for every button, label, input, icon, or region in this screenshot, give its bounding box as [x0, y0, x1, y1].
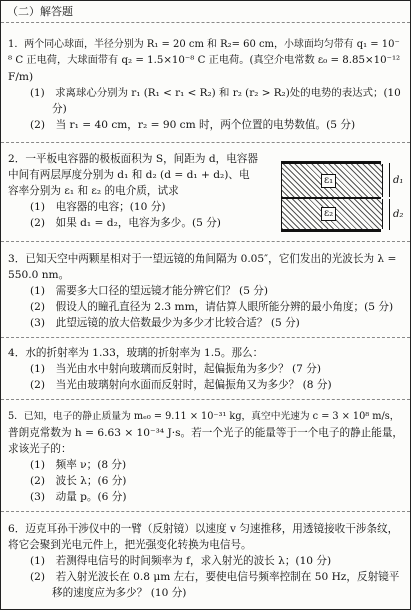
q1-line: ⁸ C 正电荷，大球面带有 q₂ = 1.5×10⁻⁸ C 正电荷。(真空介电常数 ε₀ = 8.85×10⁻¹²: [8, 55, 401, 66]
question-6: [8, 521, 404, 601]
q4-line: 4．水的折射率为 1.33，玻璃的折射率为 1.5。那么：: [8, 347, 264, 359]
q1-sub-1-cont: 分): [52, 103, 67, 115]
q5-sub-1: (1) 频率 ν；(8 分): [30, 459, 127, 471]
q4-sub-1: (1) 当光由水中射向玻璃而反射时，起偏振角为多少？ (7 分): [30, 363, 321, 375]
epsilon-2-label: ε₂: [321, 207, 336, 221]
q1-sub-1: (1) 求离球心分别为 r₁ (R₁ < r₁ < R₂) 和 r₂ (r₂ > R₂)处的电势的表达式；(10: [30, 87, 401, 99]
d1-label: d₁: [393, 175, 404, 186]
question-2: [8, 151, 278, 231]
question-5: [8, 409, 404, 505]
question-divider: [1, 511, 410, 512]
d2-dimension-line: [389, 199, 390, 230]
question-divider: [1, 241, 410, 242]
q5-sub-2: (2) 波长 λ；(6 分): [30, 475, 127, 487]
q6-line: 将它会聚到光电元件上，把光强变化转换为电信号。: [8, 539, 252, 551]
q3-line: 3．已知天空中两颗星相对于一望远镜的角间隔为 0.05″，它们发出的光波长为 λ =: [8, 253, 397, 265]
question-4: [8, 345, 404, 393]
q3-sub-2: (2) 假设人的瞳孔直径为 2.3 mm，请估算人眼所能分辨的最小角度；(5 分): [30, 301, 394, 313]
q2-line: 2．一平板电容器的极板面积为 S，间距为 d，电容器: [8, 153, 258, 165]
question-divider: [1, 399, 410, 400]
q1-line: F/m): [8, 71, 34, 83]
q3-sub-1: (1) 需要多大口径的望远镜才能分辨它们？ (5 分): [30, 285, 269, 297]
q5-line: 求该光子的：: [8, 443, 72, 455]
q1-line: 1．两个同心球面，半径分别为 R₁ = 20 cm 和 R₂= 60 cm，小球面均匀带有 q₁ = 10⁻: [8, 39, 400, 50]
section-title: （二）解答题: [7, 5, 73, 18]
q2-line: 容率分别为 ε₁ 和 ε₂ 的电介质，试求: [8, 185, 179, 197]
question-divider: [1, 142, 410, 143]
q2-sub-1: (1) 电容器的电容；(10 分): [30, 201, 166, 213]
capacitor-diagram: [281, 161, 409, 233]
q5-sub-3: (3) 动量 p。(6 分): [30, 491, 127, 503]
q3-sub-3: (3) 此望远镜的放大倍数最少为多少才比较合适？ (5 分): [30, 317, 300, 329]
q5-line: 5．已知，电子的静止质量为 mₑ₀ = 9.11 × 10⁻³¹ kg，真空中光速为 c = 3 × 10⁸ m/s，: [8, 411, 400, 422]
q1-sub-2: (2) 当 r₁ = 40 cm，r₂ = 90 cm 时，两个位置的电势数值。(5 分): [30, 119, 356, 131]
question-3: [8, 251, 404, 331]
q2-line: 中间有两层厚度分别为 d₁ 和 d₂ (d = d₁ + d₂)、电: [8, 169, 250, 181]
q2-sub-2: (2) 如果 d₁ = d₂，电容为多少。(5 分): [30, 217, 221, 229]
q6-sub-2: (2) 若入射光波长在 0.8 μm 左右，要使电信号频率控制在 50 Hz，反射镜平: [30, 571, 400, 583]
q6-sub-2-cont: 移的速度应为多少？ (10 分): [52, 587, 187, 599]
question-1: [8, 37, 404, 133]
section-divider: [1, 22, 410, 23]
q5-line: 普朗克常数为 h = 6.63 × 10⁻³⁴ J·s。若一个光子的能量等于一个电子的静止能量，: [8, 427, 404, 439]
d2-label: d₂: [393, 209, 404, 220]
q6-sub-1: (1) 若测得电信号的时间频率为 f，求入射光的波长 λ；(10 分): [30, 555, 332, 567]
d1-dimension-line: [389, 163, 390, 197]
q4-sub-2: (2) 当光由玻璃射向水面而反射时，起偏振角又为多少？ (8 分): [30, 379, 332, 391]
bottom-plate: [281, 229, 381, 232]
q6-line: 6．迈克耳孙干涉仪中的一臂（反射镜）以速度 v 匀速推移，用透镜接收干涉条纹，: [8, 523, 399, 535]
question-divider: [1, 337, 410, 338]
epsilon-1-label: ε₁: [321, 174, 336, 188]
q3-line: 550.0 nm。: [8, 269, 70, 281]
